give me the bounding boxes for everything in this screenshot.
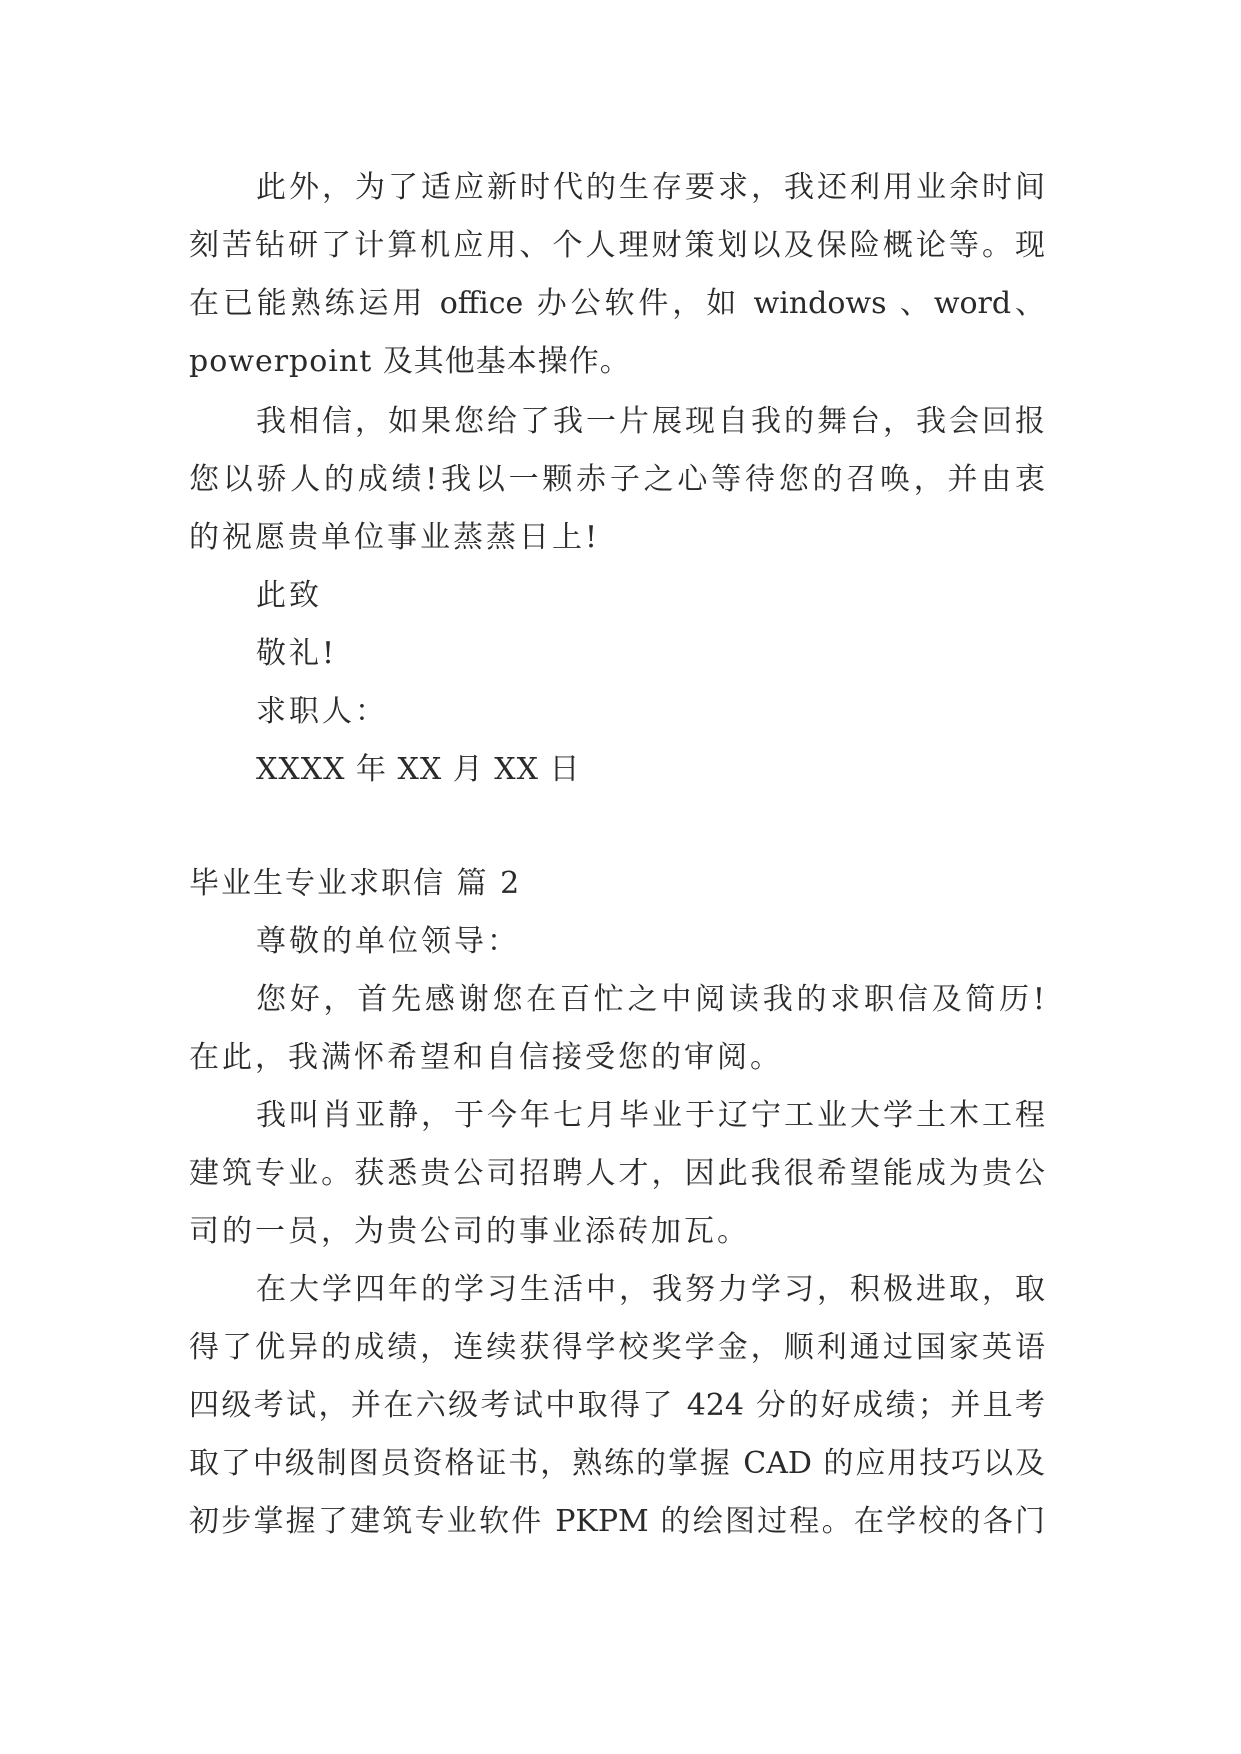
- date-line: XXXX 年 XX 月 XX 日: [256, 752, 581, 787]
- paragraph-line: 刻苦钻研了计算机应用、个人理财策划以及保险概论等。现: [189, 228, 1045, 263]
- paragraph-line: 您好，首先感谢您在百忙之中阅读我的求职信及简历!: [256, 982, 1045, 1017]
- paragraph-line: 在大学四年的学习生活中，我努力学习，积极进取，取: [256, 1272, 1045, 1307]
- closing-line: 敬礼!: [256, 636, 338, 671]
- paragraph-line: 的祝愿贵单位事业蒸蒸日上!: [189, 520, 601, 555]
- paragraph-line: powerpoint 及其他基本操作。: [189, 344, 631, 379]
- section-heading: 毕业生专业求职信 篇 2: [189, 866, 522, 901]
- paragraph-line: 在此，我满怀希望和自信接受您的审阅。: [189, 1040, 783, 1075]
- paragraph-line: 在已能熟练运用 office 办公软件，如 windows 、word、: [189, 286, 1045, 321]
- paragraph-line: 司的一员，为贵公司的事业添砖加瓦。: [189, 1214, 750, 1249]
- paragraph-line: 四级考试，并在六级考试中取得了 424 分的好成绩；并且考: [189, 1388, 1045, 1423]
- closing-line: 此致: [256, 578, 322, 613]
- paragraph-line: 此外，为了适应新时代的生存要求，我还利用业余时间: [256, 170, 1045, 205]
- paragraph-line: 我叫肖亚静，于今年七月毕业于辽宁工业大学土木工程: [256, 1098, 1045, 1133]
- paragraph-line: 初步掌握了建筑专业软件 PKPM 的绘图过程。在学校的各门: [189, 1504, 1045, 1539]
- paragraph-line: 您以骄人的成绩!我以一颗赤子之心等待您的召唤，并由衷: [189, 462, 1045, 497]
- paragraph-line: 取了中级制图员资格证书，熟练的掌握 CAD 的应用技巧以及: [189, 1446, 1045, 1481]
- signature-line: 求职人：: [256, 694, 388, 729]
- paragraph-line: 建筑专业。获悉贵公司招聘人才，因此我很希望能成为贵公: [189, 1156, 1045, 1191]
- salutation-line: 尊敬的单位领导：: [256, 924, 520, 959]
- paragraph-line: 得了优异的成绩，连续获得学校奖学金，顺利通过国家英语: [189, 1330, 1045, 1365]
- paragraph-line: 我相信，如果您给了我一片展现自我的舞台，我会回报: [256, 404, 1045, 439]
